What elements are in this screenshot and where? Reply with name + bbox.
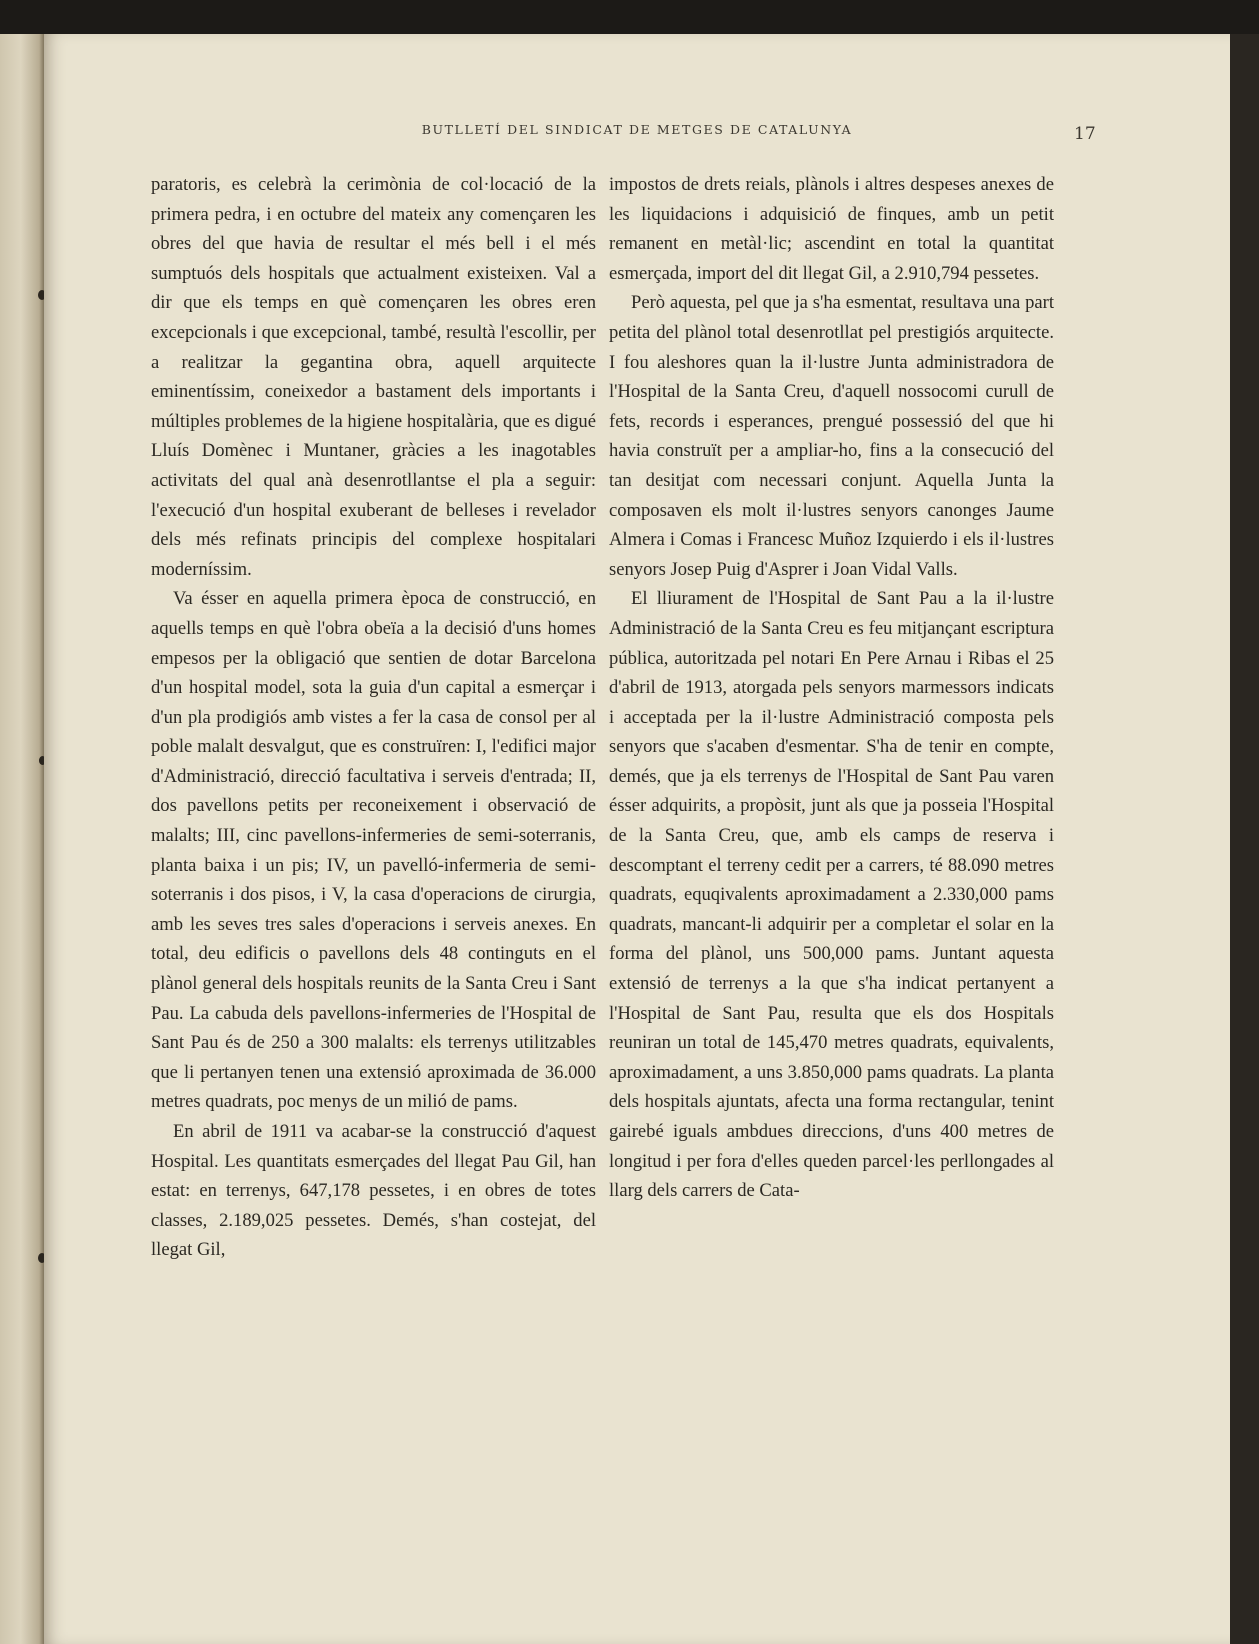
scan-border [1230, 34, 1259, 1644]
running-header: BUTLLETÍ DEL SINDICAT DE METGES DE CATALUNYA [421, 122, 853, 137]
paragraph: Però aquesta, pel que ja s'ha esmentat, resultava una part petita del plànol total desenrotllat pel prestigiós arquitecte. I fou aleshores quan la il·lustre Junta administradora de l'Hospital de la Santa Creu, d'aquell nossocomi curull de fets, records i esperances, prengué possessió del que hi havia construït per a ampliar-ho, fins a la consecució del tan desitjat com necessari conjunt. Aquella Junta la composaven els molt il·lustres senyors canonges Jaume Almera i Comas i Francesc Muñoz Izquierdo i els il·lustres senyors Josep Puig d'Asprer i Joan Vidal Valls. [609, 292, 1054, 580]
left-column [151, 170, 596, 1490]
paragraph: paratoris, es celebrà la cerimònia de col·locació de la primera pedra, i en octubre del mateix any començaren les obres del que havia de resultar el més bell i el més sumptuós dels hospitals que actualment existeixen. Val a dir que els temps en què començaren les obres eren excepcionals i que excepcional, també, resultà l'escollir, per a realitzar la gegantina obra, aquell arquitecte eminentíssim, coneixedor a bastament dels importants i múltiples problemes de la higiene hospitalària, que es digué Lluís Domènec i Muntaner, gràcies a les inagotables activitats del qual anà desenrotllantse el pla a seguir: l'execució d'un hospital exuberant de belleses i revelador dels més refinats principis del complexe hospitalari moderníssim. [151, 174, 596, 580]
right-column [609, 170, 1054, 1490]
page-number: 17 [1074, 124, 1096, 144]
document-page [44, 34, 1230, 1644]
paragraph: En abril de 1911 va acabar-se la construcció d'aquest Hospital. Les quantitats esmerçades del llegat Pau Gil, han estat: en terrenys, 647,178 pessetes, i en obres de totes classes, 2.189,025 pessetes. Demés, s'han costejat, del llegat Gil, [151, 1121, 596, 1261]
paragraph: Va ésser en aquella primera època de construcció, en aquells temps en què l'obra obeïa a la decisió d'uns homes empesos per la obligació que sentien de dotar Barcelona d'un hospital model, sota la guia d'un capital a esmerçar i d'un pla prodigiós amb vistes a fer la casa de consol per al poble malalt desvalgut, que es construïren: I, l'edifici major d'Administració, direcció facultativa i serveis d'entrada; II, dos pavellons petits per reconeixement i observació de malalts; III, cinc pavellons-infermeries de semi-soterranis, planta baixa i un pis; IV, un pavelló-infermeria de semi-soterranis i dos pisos, i V, la casa d'operacions de cirurgia, amb les seves tres sales d'operacions i serveis anexes. En total, deu edificis o pavellons dels 48 continguts en el plànol general dels hospitals reunits de la Santa Creu i Sant Pau. La cabuda dels pavellons-infermeries de l'Hospital de Sant Pau és de 250 a 300 malalts: els terrenys utilitzables que li pertanyen tenen una extensió aproximada de 36.000 metres quadrats, poc menys de un milió de pams. [151, 588, 596, 1113]
facing-page-edge [0, 34, 46, 1644]
paragraph: impostos de drets reials, plànols i altres despeses anexes de les liquidacions i adquisició de finques, amb un petit remanent en metàl·lic; ascendint en total la quantitat esmerçada, import del dit llegat Gil, a 2.910,794 pessetes. [609, 174, 1054, 284]
paragraph: El lliurament de l'Hospital de Sant Pau a la il·lustre Administració de la Santa Creu es feu mitjançant escriptura pública, autoritzada pel notari En Pere Arnau i Ribas el 25 d'abril de 1913, atorgada pels senyors marmessors indicats i acceptada per la il·lustre Administració composta pels senyors que s'acaben d'esmentar. S'ha de tenir en compte, demés, que ja els terrenys de l'Hospital de Sant Pau varen ésser adquirits, a propòsit, junt als que ja posseia l'Hospital de la Santa Creu, que, amb els camps de reserva i descomptant el terreny cedit per a carrers, té 88.090 metres quadrats, equqivalents aproximadament a 2.330,000 pams quadrats, mancant-li adquirir per a completar el solar en la forma del plànol, uns 500,000 pams. Juntant aquesta extensió de terrenys a la que s'ha indicat pertanyent a l'Hospital de Sant Pau, resulta que els dos Hospitals reuniran un total de 145,470 metres quadrats, equivalents, aproximadament, a uns 3.850,000 pams quadrats. La planta dels hospitals ajuntats, afecta una forma rectangular, tenint gairebé iguals ambdues direccions, d'uns 400 metres de longitud i per fora d'elles queden parcel·les perllongades al llarg dels carrers de Cata- [609, 588, 1054, 1202]
